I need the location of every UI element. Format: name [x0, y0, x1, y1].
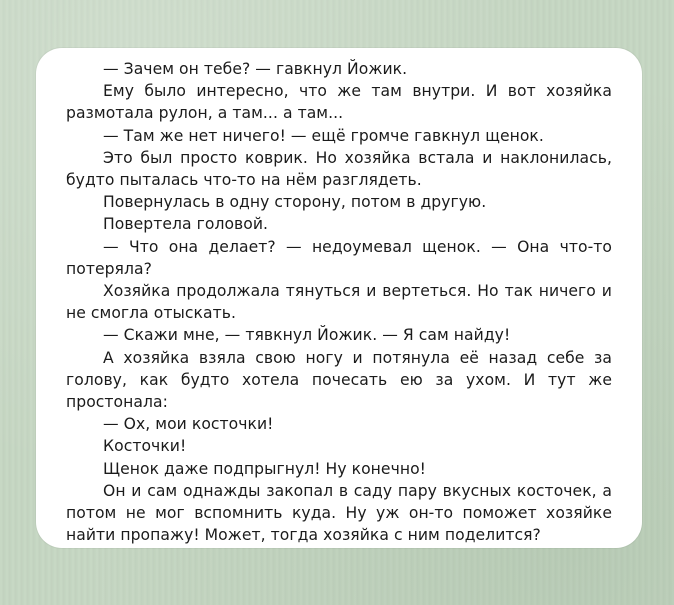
- paragraph: Повертела головой.: [103, 215, 269, 234]
- paragraph: Щенок даже подпрыгнул! Ну конечно!: [103, 459, 426, 478]
- paragraph: Это был просто коврик. Но хозяйка встала и наклонилась, будто пыталась что-то на нём разглядеть.: [66, 148, 612, 190]
- story-text: [66, 58, 612, 546]
- paragraph: Он и сам однажды закопал в саду пару вкусных косточек, а потом не мог вспомнить куда. Ну уж он-то поможет хозяйке найти пропажу! Может, тогда хозяйка с ним поделится?: [66, 481, 612, 545]
- paragraph: — Зачем он тебе? — гавкнул Йожик.: [103, 60, 408, 78]
- paragraph: — Что она делает? — недоумевал щенок. — Она что-то потеряла?: [66, 237, 612, 278]
- paragraph: Ему было интересно, что же там внутри. И вот хозяйка размотала рулон, а там... а там...: [66, 82, 612, 123]
- paragraph: — Скажи мне, — тявкнул Йожик. — Я сам найду!: [103, 326, 511, 345]
- paragraph: Повернулась в одну сторону, потом в другую.: [103, 193, 487, 212]
- paragraph: Хозяйка продолжала тянуться и вертеться. Но так ничего и не смогла отыскать.: [66, 282, 612, 323]
- paragraph: — Там же нет ничего! — ещё громче гавкнул щенок.: [103, 126, 544, 145]
- paragraph: — Ох, мои косточки!: [103, 415, 274, 434]
- paragraph: Косточки!: [103, 437, 187, 456]
- paragraph: А хозяйка взяла свою ногу и потянула её назад себе за голову, как будто хотела почесать ею за ухом. И тут же простонала:: [66, 348, 612, 412]
